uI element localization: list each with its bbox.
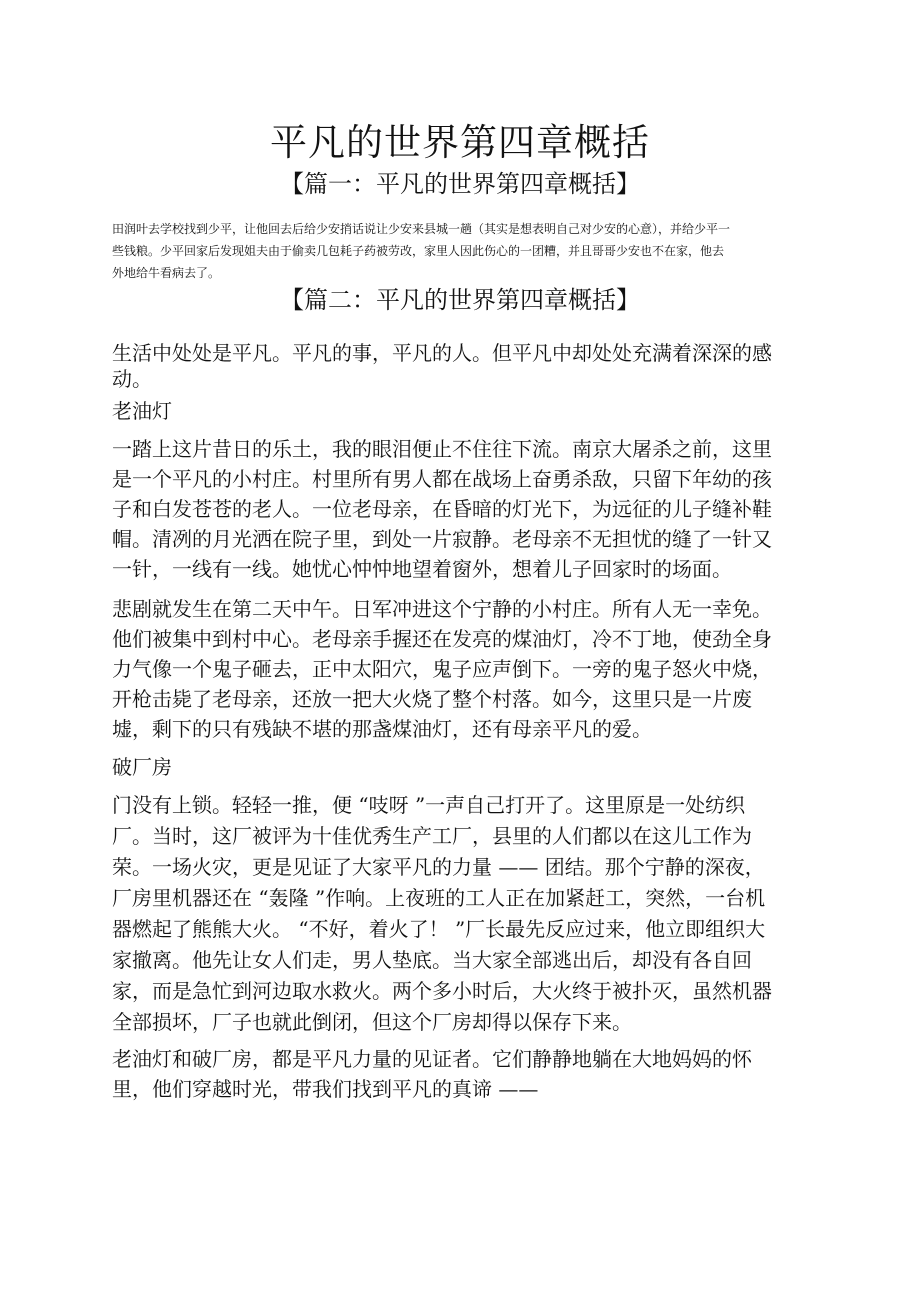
- subheading-old-oil-lamp: 老油灯: [112, 399, 172, 423]
- intro-paragraph: 生活中处处是平凡。平凡的事，平凡的人。但平凡中却处处充满着深深的感动。: [112, 341, 772, 391]
- section1-heading: 【篇一：平凡的世界第四章概括】: [280, 170, 640, 198]
- section1-summary: 田润叶去学校找到少平，让他回去后给少安捎话说让少安来县城一趟（其实是想表明自己对少安的心意），并给少平一些钱粮。少平回家后发现姐夫由于偷卖几包耗子药被劳改，家里人因此伤心的一团糟，并且哥哥少安也不在家，他去外地给牛看病去了。: [112, 222, 731, 280]
- subheading-old-factory: 破厂房: [112, 755, 172, 779]
- paragraph-conclusion: 老油灯和破厂房，都是平凡力量的见证者。它们静静地躺在大地妈妈的怀里，他们穿越时光，带我们找到平凡的真谛 ——: [112, 1047, 752, 1101]
- paragraph-tragedy: 悲剧就发生在第二天中午。日军冲进这个宁静的小村庄。所有人无一幸免。他们被集中到村中心。老母亲手握还在发亮的煤油灯，冷不丁地，使劲全身力气像一个鬼子砸去，正中太阳穴，鬼子应声倒下。一旁的鬼子怒火中烧，开枪击毙了老母亲，还放一把大火烧了整个村落。如今，这里只是一片废墟，剩下的只有残缺不堪的那盏煤油灯，还有母亲平凡的爱。: [112, 597, 772, 741]
- document-title: 平凡的世界第四章概括: [270, 121, 650, 164]
- paragraph-old-oil-lamp: 一踏上这片昔日的乐土，我的眼泪便止不住往下流。南京大屠杀之前，这里是一个平凡的小村庄。村里所有男人都在战场上奋勇杀敌，只留下年幼的孩子和白发苍苍的老人。一位老母亲，在昏暗的灯光下，为远征的儿子缝补鞋帽。清冽的月光洒在院子里，到处一片寂静。老母亲不无担忧的缝了一针又一针，一线有一线。她忧心忡忡地望着窗外，想着儿子回家时的场面。: [112, 437, 772, 581]
- section2-body: [112, 340, 772, 1104]
- section2-heading: 【篇二：平凡的世界第四章概括】: [280, 286, 640, 314]
- paragraph-old-factory: 门没有上锁。轻轻一推，便 “吱呀 ”一声自己打开了。这里原是一处纺织厂。当时，这厂被评为十佳优秀生产工厂，县里的人们都以在这儿工作为荣。一场火灾，更是见证了大家平凡的力量 —— 团结。那个宁静的深夜，厂房里机器还在 “轰隆 ”作响。上夜班的工人正在加紧赶工，突然，一台机器燃起了熊熊大火。 “不好，着火了！ ”厂长最先反应过来，他立即组织大家撤离。他先让女人们走，男人垫底。当大家全部逃出后，却没有各自回家，而是急忙到河边取水救火。两个多小时后，大火终于被扑灭，虽然机器全部损坏，厂子也就此倒闭，但这个厂房却得以保存下来。: [112, 793, 772, 1034]
